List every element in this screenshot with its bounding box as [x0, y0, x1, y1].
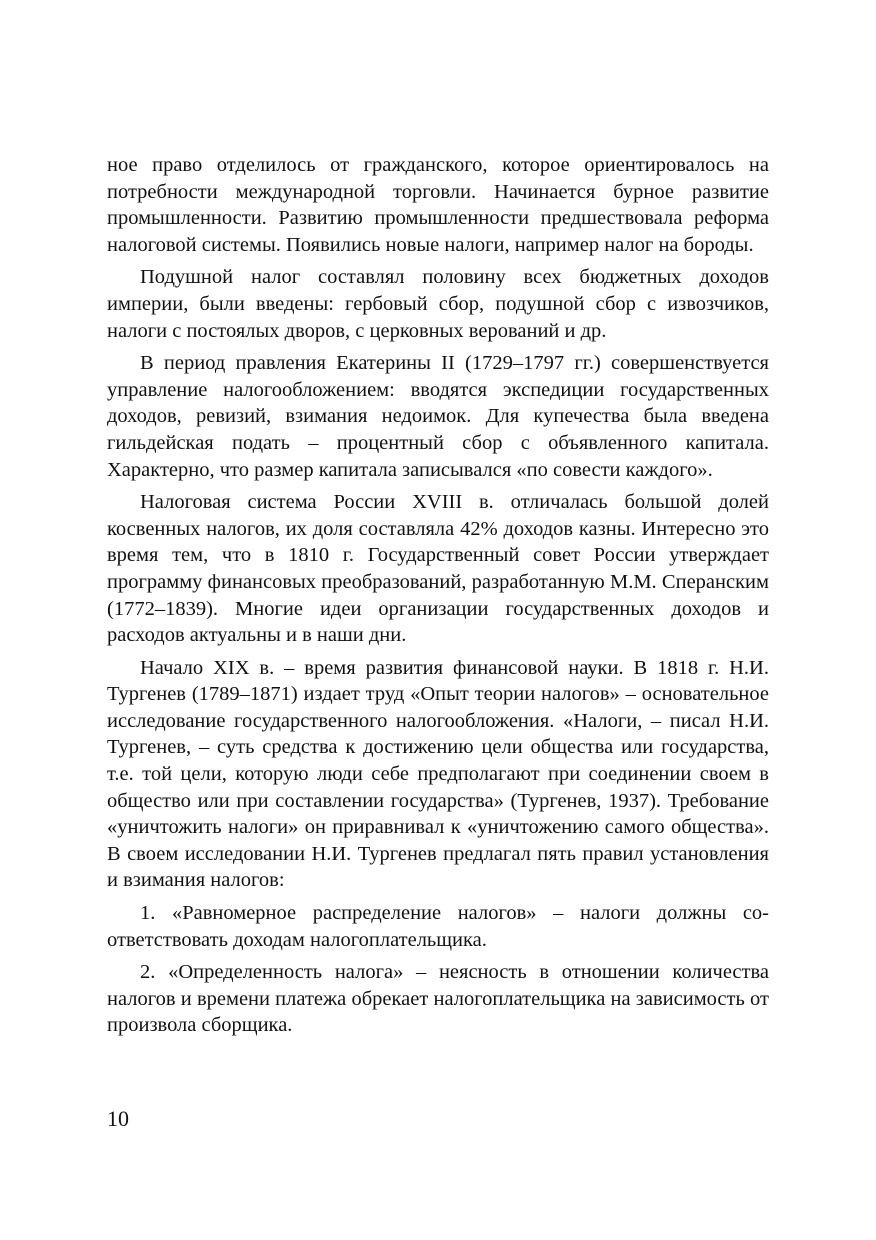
- page-body: [107, 152, 769, 1045]
- paragraph-catherine-ii: В период правления Екатерины II (1729–1797 гг.) совершенствуется управление налогообложением: вводятся экспедиции государственных доходов, ревизий, взимания недоимок. Для купечества была введена гильдейская подать – процентный сбор с объявленного капитала. Характерно, что размер капитала записывался «по совести каждого».: [107, 352, 769, 481]
- paragraph-turgenev: Начало XIX в. – время развития финансовой науки. В 1818 г. Н.И. Тургенев (1789–1871) издает труд «Опыт теории налогов» – основательное исследование государственного налогообложения. «Налоги, – писал Н.И. Тургенев, – суть средства к достижению цели общества или государства, т.е. той цели, которую люди себе предполагают при соединении своем в общество или при составлении государства» (Тургенев, 1937). Требование «уничтожить налоги» он приравнивал к «уничтожению самого общества». В своем исследовании Н.И. Тургенев предлагал пять правил установления и взимания налогов:: [107, 656, 769, 892]
- paragraph-continuation: ное право отделилось от гражданского, которое ориентировалось на потребности международной торговли. Начинается бурное развитие промышленности. Развитию промышленности предшествовала реформа налоговой системы. Появились новые налоги, например налог на бороды.: [107, 154, 769, 256]
- paragraph-poll-tax: Подушной налог составлял половину всех бюджетных доходов империи, были введены: гербовый сбор, подушной сбор с извозчиков, налоги с постоялых дворов, с церковных верований и др.: [107, 266, 769, 342]
- paragraph-rule-2: 2. «Определенность налога» – неясность в отношении количества налогов и времени платежа обрекает налогоплательщика на зависимость от произвола сборщика.: [107, 961, 769, 1037]
- paragraph-rule-1: 1. «Равномерное распределение налогов» – налоги должны соответствовать доходам налогоплательщика.: [107, 902, 769, 951]
- page-number: 10: [107, 1106, 129, 1131]
- paragraph-18th-century-tax-system: Налоговая система России XVIII в. отличалась большой долей косвенных налогов, их доля составляла 42% доходов казны. Интересно это время тем, что в 1810 г. Государственный совет России утверждает программу финансовых преобразований, разработанную М.М. Сперанским (1772–1839). Многие идеи организации государственных доходов и расходов актуальны и в наши дни.: [107, 491, 769, 647]
